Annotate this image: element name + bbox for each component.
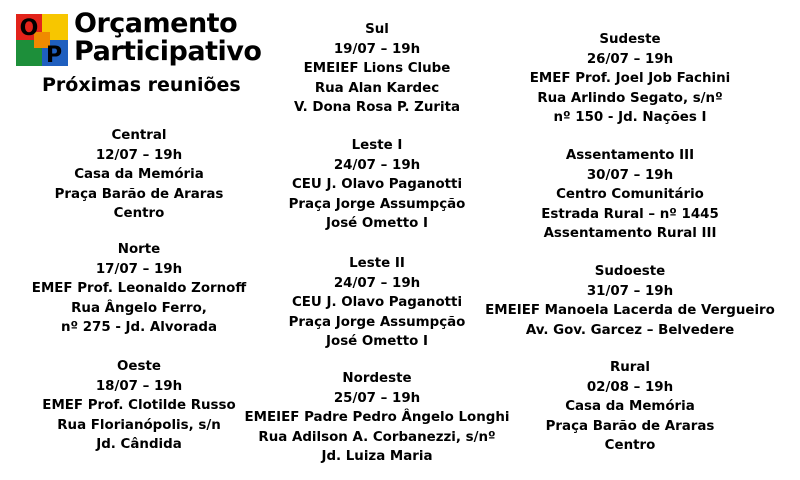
meeting-detail-line: EMEIEF Manoela Lacerda de Vergueiro xyxy=(485,303,775,318)
logo-title-line2: Participativo xyxy=(74,36,262,67)
meeting-detail-line: nº 150 - Jd. Nações I xyxy=(553,110,707,125)
meeting-detail-line: Rua Alan Kardec xyxy=(314,80,440,96)
meeting-sudoeste xyxy=(485,262,775,340)
meeting-detail-line: EMEF Prof. Clotilde Russo xyxy=(42,398,236,413)
meeting-detail-line: Praça Barão de Araras xyxy=(54,186,224,202)
meeting-detail-line: Casa da Memória xyxy=(565,399,695,414)
meeting-detail-line: Jd. Luiza Maria xyxy=(321,449,433,464)
meeting-sul xyxy=(294,20,460,118)
page-subtitle: Próximas reuniões xyxy=(42,74,241,96)
meeting-detail-line: Rua Adilson A. Corbanezzi, s/nº xyxy=(258,429,496,445)
meeting-date: 12/07 – 19h xyxy=(95,147,183,163)
meeting-detail-line: Av. Gov. Garcez – Belvedere xyxy=(525,322,735,338)
meeting-region: Sul xyxy=(365,22,389,37)
meeting-detail-line: Jd. Cândida xyxy=(96,437,182,452)
meeting-date: 25/07 – 19h xyxy=(333,390,421,406)
meeting-region: Leste II xyxy=(349,256,405,271)
meeting-detail-line: Centro xyxy=(604,438,656,453)
meeting-detail-line: Praça Jorge Assumpção xyxy=(288,314,466,330)
meeting-detail-line: CEU J. Olavo Paganotti xyxy=(291,177,463,192)
meeting-detail-line: EMEIEF Lions Clube xyxy=(303,61,451,76)
meeting-oeste xyxy=(42,357,235,455)
meeting-detail-line: José Ometto I xyxy=(326,334,428,349)
meeting-region: Rural xyxy=(609,360,651,375)
meeting-detail-line: V. Dona Rosa P. Zurita xyxy=(293,100,461,115)
meeting-detail-line: Centro Comunitário xyxy=(556,187,704,202)
svg-text:O: O xyxy=(19,16,39,41)
meeting-region: Oeste xyxy=(117,359,161,374)
meeting-leste-ii xyxy=(289,254,466,352)
meeting-date: 18/07 – 19h xyxy=(95,378,183,394)
meeting-region: Nordeste xyxy=(342,371,412,386)
meeting-date: 19/07 – 19h xyxy=(333,41,421,57)
op-hands-logo-icon xyxy=(16,14,68,66)
meeting-sudeste xyxy=(530,30,730,128)
meeting-assentamento-iii xyxy=(541,146,719,244)
meeting-detail-line: Praça Jorge Assumpção xyxy=(288,196,466,212)
meeting-date: 30/07 – 19h xyxy=(586,167,674,183)
meeting-detail-line: Rua Florianópolis, s/n xyxy=(57,417,221,433)
meeting-detail-line: EMEF Prof. Leonaldo Zornoff xyxy=(31,281,247,296)
meeting-region: Sudeste xyxy=(599,32,661,47)
meeting-detail-line: José Ometto I xyxy=(326,216,428,231)
meeting-date: 24/07 – 19h xyxy=(333,157,421,173)
logo xyxy=(16,10,286,72)
meeting-rural xyxy=(546,358,715,456)
meeting-date: 26/07 – 19h xyxy=(586,51,674,67)
meeting-region: Central xyxy=(111,128,167,143)
meeting-detail-line: Assentamento Rural III xyxy=(543,226,717,241)
meeting-region: Sudoeste xyxy=(594,264,666,279)
meeting-detail-line: Estrada Rural – nº 1445 xyxy=(541,206,719,222)
meeting-region: Norte xyxy=(117,242,161,257)
meeting-detail-line: EMEF Prof. Joel Job Fachini xyxy=(529,71,731,86)
meeting-date: 31/07 – 19h xyxy=(586,283,674,299)
meeting-detail-line: EMEIEF Padre Pedro Ângelo Longhi xyxy=(244,410,510,425)
meeting-date: 02/08 – 19h xyxy=(586,379,674,395)
meeting-date: 17/07 – 19h xyxy=(95,261,183,277)
meeting-leste-i xyxy=(289,136,466,234)
meeting-detail-line: Praça Barão de Araras xyxy=(545,418,715,434)
meeting-date: 24/07 – 19h xyxy=(333,275,421,291)
meeting-central xyxy=(55,126,224,224)
meeting-detail-line: Casa da Memória xyxy=(74,167,204,182)
meeting-detail-line: nº 275 - Jd. Alvorada xyxy=(60,320,218,335)
meeting-detail-line: CEU J. Olavo Paganotti xyxy=(291,295,463,310)
meeting-norte xyxy=(32,240,246,338)
logo-title-line1: Orçamento xyxy=(74,8,238,39)
meeting-detail-line: Rua Ângelo Ferro, xyxy=(71,300,207,316)
meeting-detail-line: Rua Arlindo Segato, s/nº xyxy=(537,90,723,106)
meeting-detail-line: Centro xyxy=(113,206,165,221)
svg-text:P: P xyxy=(45,43,63,66)
meeting-region: Assentamento III xyxy=(565,148,695,163)
meeting-nordeste xyxy=(245,369,510,467)
meeting-region: Leste I xyxy=(351,138,403,153)
